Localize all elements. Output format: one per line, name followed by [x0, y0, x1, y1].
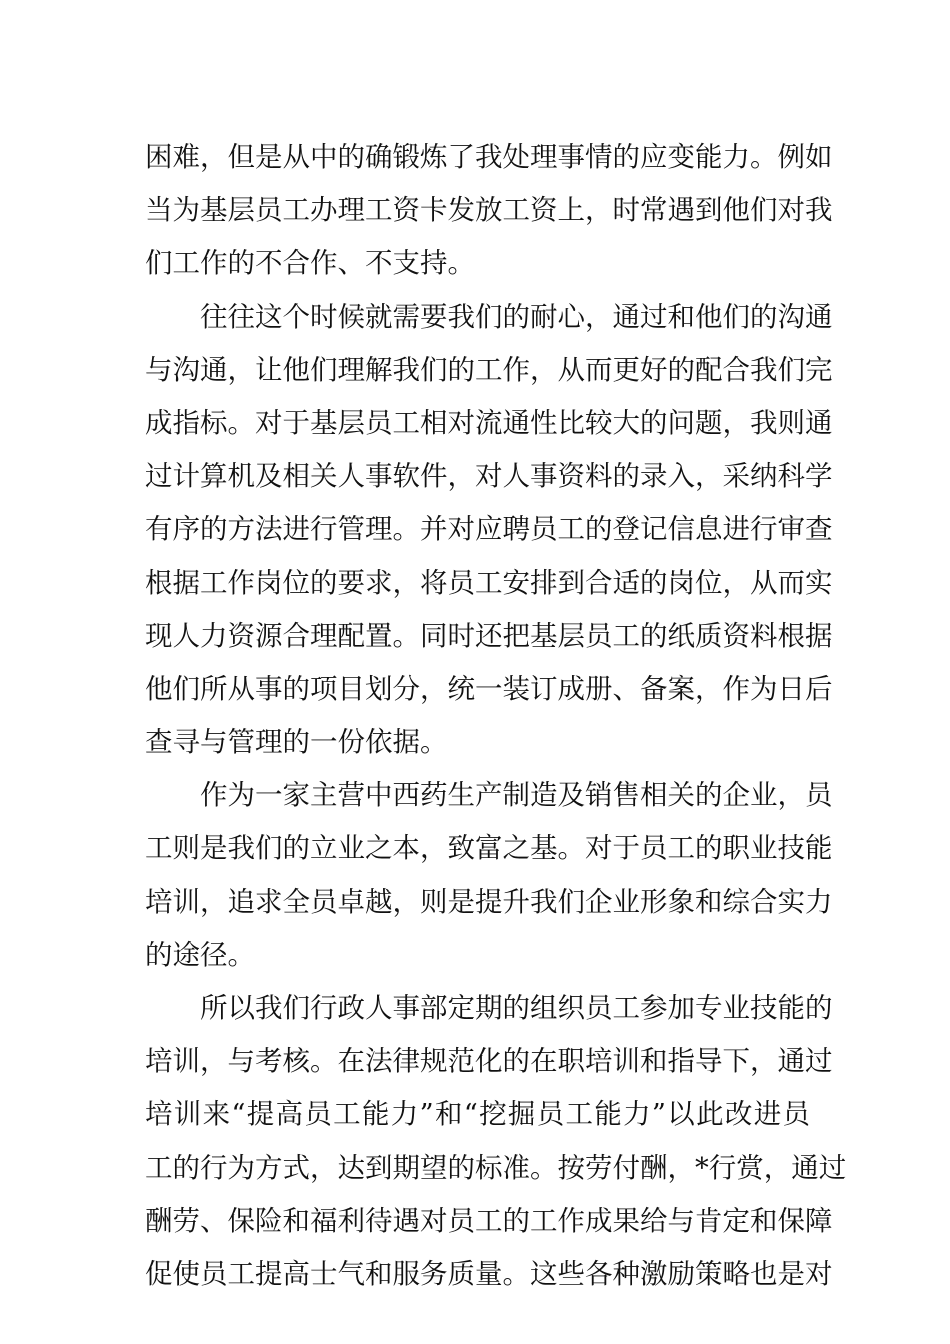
text-line: 工的行为方式，达到期望的标准。按劳付酬，*行赏，通过: [145, 1151, 847, 1184]
text-line: 培训，追求全员卓越，则是提升我们企业形象和综合实力: [145, 885, 833, 918]
text-line: 促使员工提高士气和服务质量。这些各种激励策略也是对: [145, 1257, 833, 1290]
paragraph: [145, 769, 833, 982]
text-line: 困难，但是从中的确锻炼了我处理事情的应变能力。例如: [145, 141, 833, 173]
text-line: 与沟通，让他们理解我们的工作，从而更好的配合我们完: [145, 353, 833, 386]
text-line: 酬劳、保险和福利待遇对员工的工作成果给与肯定和保障: [145, 1204, 833, 1237]
text-line: 他们所从事的项目划分，统一装订成册、备案，作为日后: [145, 672, 833, 705]
text-line: 查寻与管理的一份依据。: [145, 726, 448, 759]
text-line: 工则是我们的立业之本，致富之基。对于员工的职业技能: [145, 832, 833, 865]
text-line: 过计算机及相关人事软件，对人事资料的录入，采纳科学: [145, 460, 833, 493]
document-body: [145, 131, 847, 1301]
text-line: 们工作的不合作、不支持。: [145, 247, 475, 280]
text-line: 往往这个时候就需要我们的耐心，通过和他们的沟通: [200, 300, 833, 333]
text-line: 所以我们行政人事部定期的组织员工参加专业技能的: [200, 992, 833, 1024]
paragraph: [145, 291, 833, 770]
text-line: 现人力资源合理配置。同时还把基层员工的纸质资料根据: [145, 619, 833, 652]
text-line: 根据工作岗位的要求，将员工安排到合适的岗位，从而实: [145, 566, 833, 599]
text-line: 有序的方法进行管理。并对应聘员工的登记信息进行审查: [145, 513, 833, 546]
text-line: 的途径。: [145, 938, 255, 971]
paragraph: [145, 131, 833, 291]
paragraph: [145, 982, 847, 1301]
text-line: 培训，与考核。在法律规范化的在职培训和指导下，通过: [145, 1045, 833, 1078]
text-line: 当为基层员工办理工资卡发放工资上，时常遇到他们对我: [145, 194, 833, 227]
text-line: 培训来“提高员工能力”和“挖掘员工能力”以此改进员: [145, 1098, 810, 1131]
text-line: 作为一家主营中西药生产制造及销售相关的企业，员: [200, 779, 833, 812]
text-line: 成指标。对于基层员工相对流通性比较大的问题，我则通: [145, 406, 833, 439]
